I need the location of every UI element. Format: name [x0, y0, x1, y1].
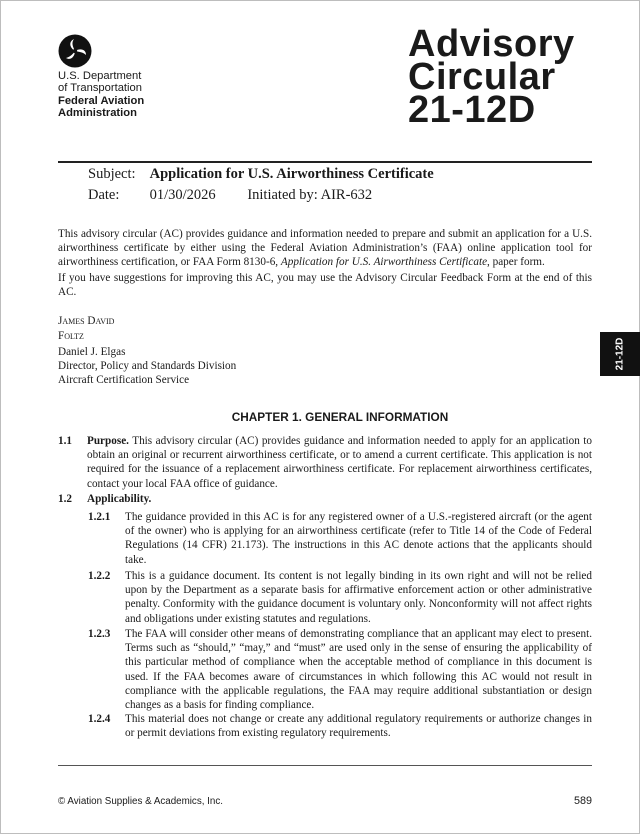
dot-triskelion-logo-icon — [58, 34, 92, 68]
signature-name — [58, 314, 114, 343]
subject-row — [88, 166, 434, 183]
subsection-text: This is a guidance document. Its content is not legally binding in its own right and will not be relied upon by the Department as a separate basis for affirmative enforcement action or other administrative penalty. Conformity with the guidance document is voluntary only. Nonconformity will not affect rights and obligations under existing statutes and regulations. — [125, 570, 592, 625]
subsection-1-2-1 — [88, 510, 592, 567]
subsection-number: 1.2.2 — [88, 570, 111, 582]
subsection-text: The guidance provided in this AC is for any registered owner of a U.S.-registered aircraft (or the agent of the owner) who is applying for an airworthiness certificate (refer to Title 14 of the Code of Federal Regulations (14 CFR) 21.173). The instructions in this AC denote actions that the applicants should take. — [125, 511, 592, 566]
signatory-title: Director, Policy and Standards Division — [58, 360, 237, 373]
footer-copyright: © Aviation Supplies & Academics, Inc. — [58, 796, 223, 807]
subsection-number: 1.2.1 — [88, 511, 111, 523]
subsection-1-2-2 — [88, 569, 592, 626]
section-1-1 — [58, 434, 592, 491]
agency-line: of Transportation — [58, 82, 142, 95]
feedback-paragraph: If you have suggestions for improving this AC, you may use the Advisory Circular Feedback Form at the end of this AC. — [58, 272, 592, 299]
section-body — [87, 492, 592, 506]
date-label: Date: — [88, 187, 120, 203]
signature-line: James David — [58, 315, 115, 327]
section-text: This advisory circular (AC) provides guidance and information needed to apply for an application to obtain an original or recurrent airworthiness certificate, or to amend a current certificate. This application is not required for the issuance of a replacement airworthiness certificate. For replacement airworthiness certificates, contact your local FAA office of guidance. — [87, 435, 592, 490]
agency-line-bold: Administration — [58, 107, 137, 120]
subsection-text: This material does not change or create any additional regulatory requirements or authorize changes in or permit deviations from existing regulatory requirements. — [125, 713, 592, 740]
subsection-1-2-3 — [88, 627, 592, 712]
document-title — [408, 23, 575, 131]
signatory-service: Aircraft Certification Service — [58, 374, 190, 387]
signatory-name: Daniel J. Elgas — [58, 346, 126, 358]
title-line: 21-12D — [408, 89, 536, 131]
initiated-by: Initiated by: AIR-632 — [247, 187, 373, 203]
subject-value: Application for U.S. Airworthiness Certificate — [149, 166, 434, 182]
chapter-title: CHAPTER 1. GENERAL INFORMATION — [231, 410, 449, 424]
date-row — [88, 187, 372, 204]
date-value: 01/30/2026 — [149, 187, 216, 203]
intro-text-end: , paper form. — [487, 256, 545, 269]
title-line: Circular — [408, 56, 556, 98]
intro-paragraph — [58, 227, 592, 270]
form-title: Application for U.S. Airworthiness Certificate — [280, 256, 488, 269]
section-body — [87, 434, 592, 491]
title-line: Advisory — [408, 23, 575, 65]
subsection-text: The FAA will consider other means of demonstrating compliance that an applicant may elect to present. Terms such as “should,” “may,” and “must” are used only in the sense of ensuring the applicability of this particular method of compliance when the acceptable method of compliance in this document is used. If the FAA becomes aware of circumstances in which following this AC would not result in compliance with the applicable regulations, the FAA may require additional substantiation or design changes as a basis for finding compliance. — [125, 628, 592, 712]
side-tab — [600, 332, 640, 376]
agency-line: U.S. Department — [58, 70, 142, 82]
section-heading: Applicability. — [87, 493, 152, 505]
subsection-number: 1.2.3 — [88, 628, 111, 640]
subsection-1-2-4 — [88, 712, 592, 740]
section-number: 1.1 — [58, 435, 72, 447]
footer-divider — [58, 765, 592, 766]
section-number: 1.2 — [58, 493, 72, 505]
intro-text: This advisory circular (AC) provides guidance and information needed to prepare and submit an application for a U.S. airworthiness certificate by either using the Federal Aviation Administration’s (FAA) online application tool for airworthiness certification, or FAA Form 8130-6, — [58, 228, 592, 269]
section-1-2 — [58, 492, 592, 506]
subsection-number: 1.2.4 — [88, 713, 111, 725]
signature-line: Foltz — [58, 329, 84, 342]
page-number: 589 — [573, 795, 592, 807]
subject-label: Subject: — [88, 166, 136, 182]
agency-name — [58, 70, 144, 120]
side-tab-label: 21-12D — [614, 337, 626, 371]
header-divider — [58, 161, 592, 163]
agency-line-bold: Federal Aviation — [58, 94, 145, 107]
signatory-block — [58, 345, 236, 388]
section-heading: Purpose. — [87, 435, 129, 447]
